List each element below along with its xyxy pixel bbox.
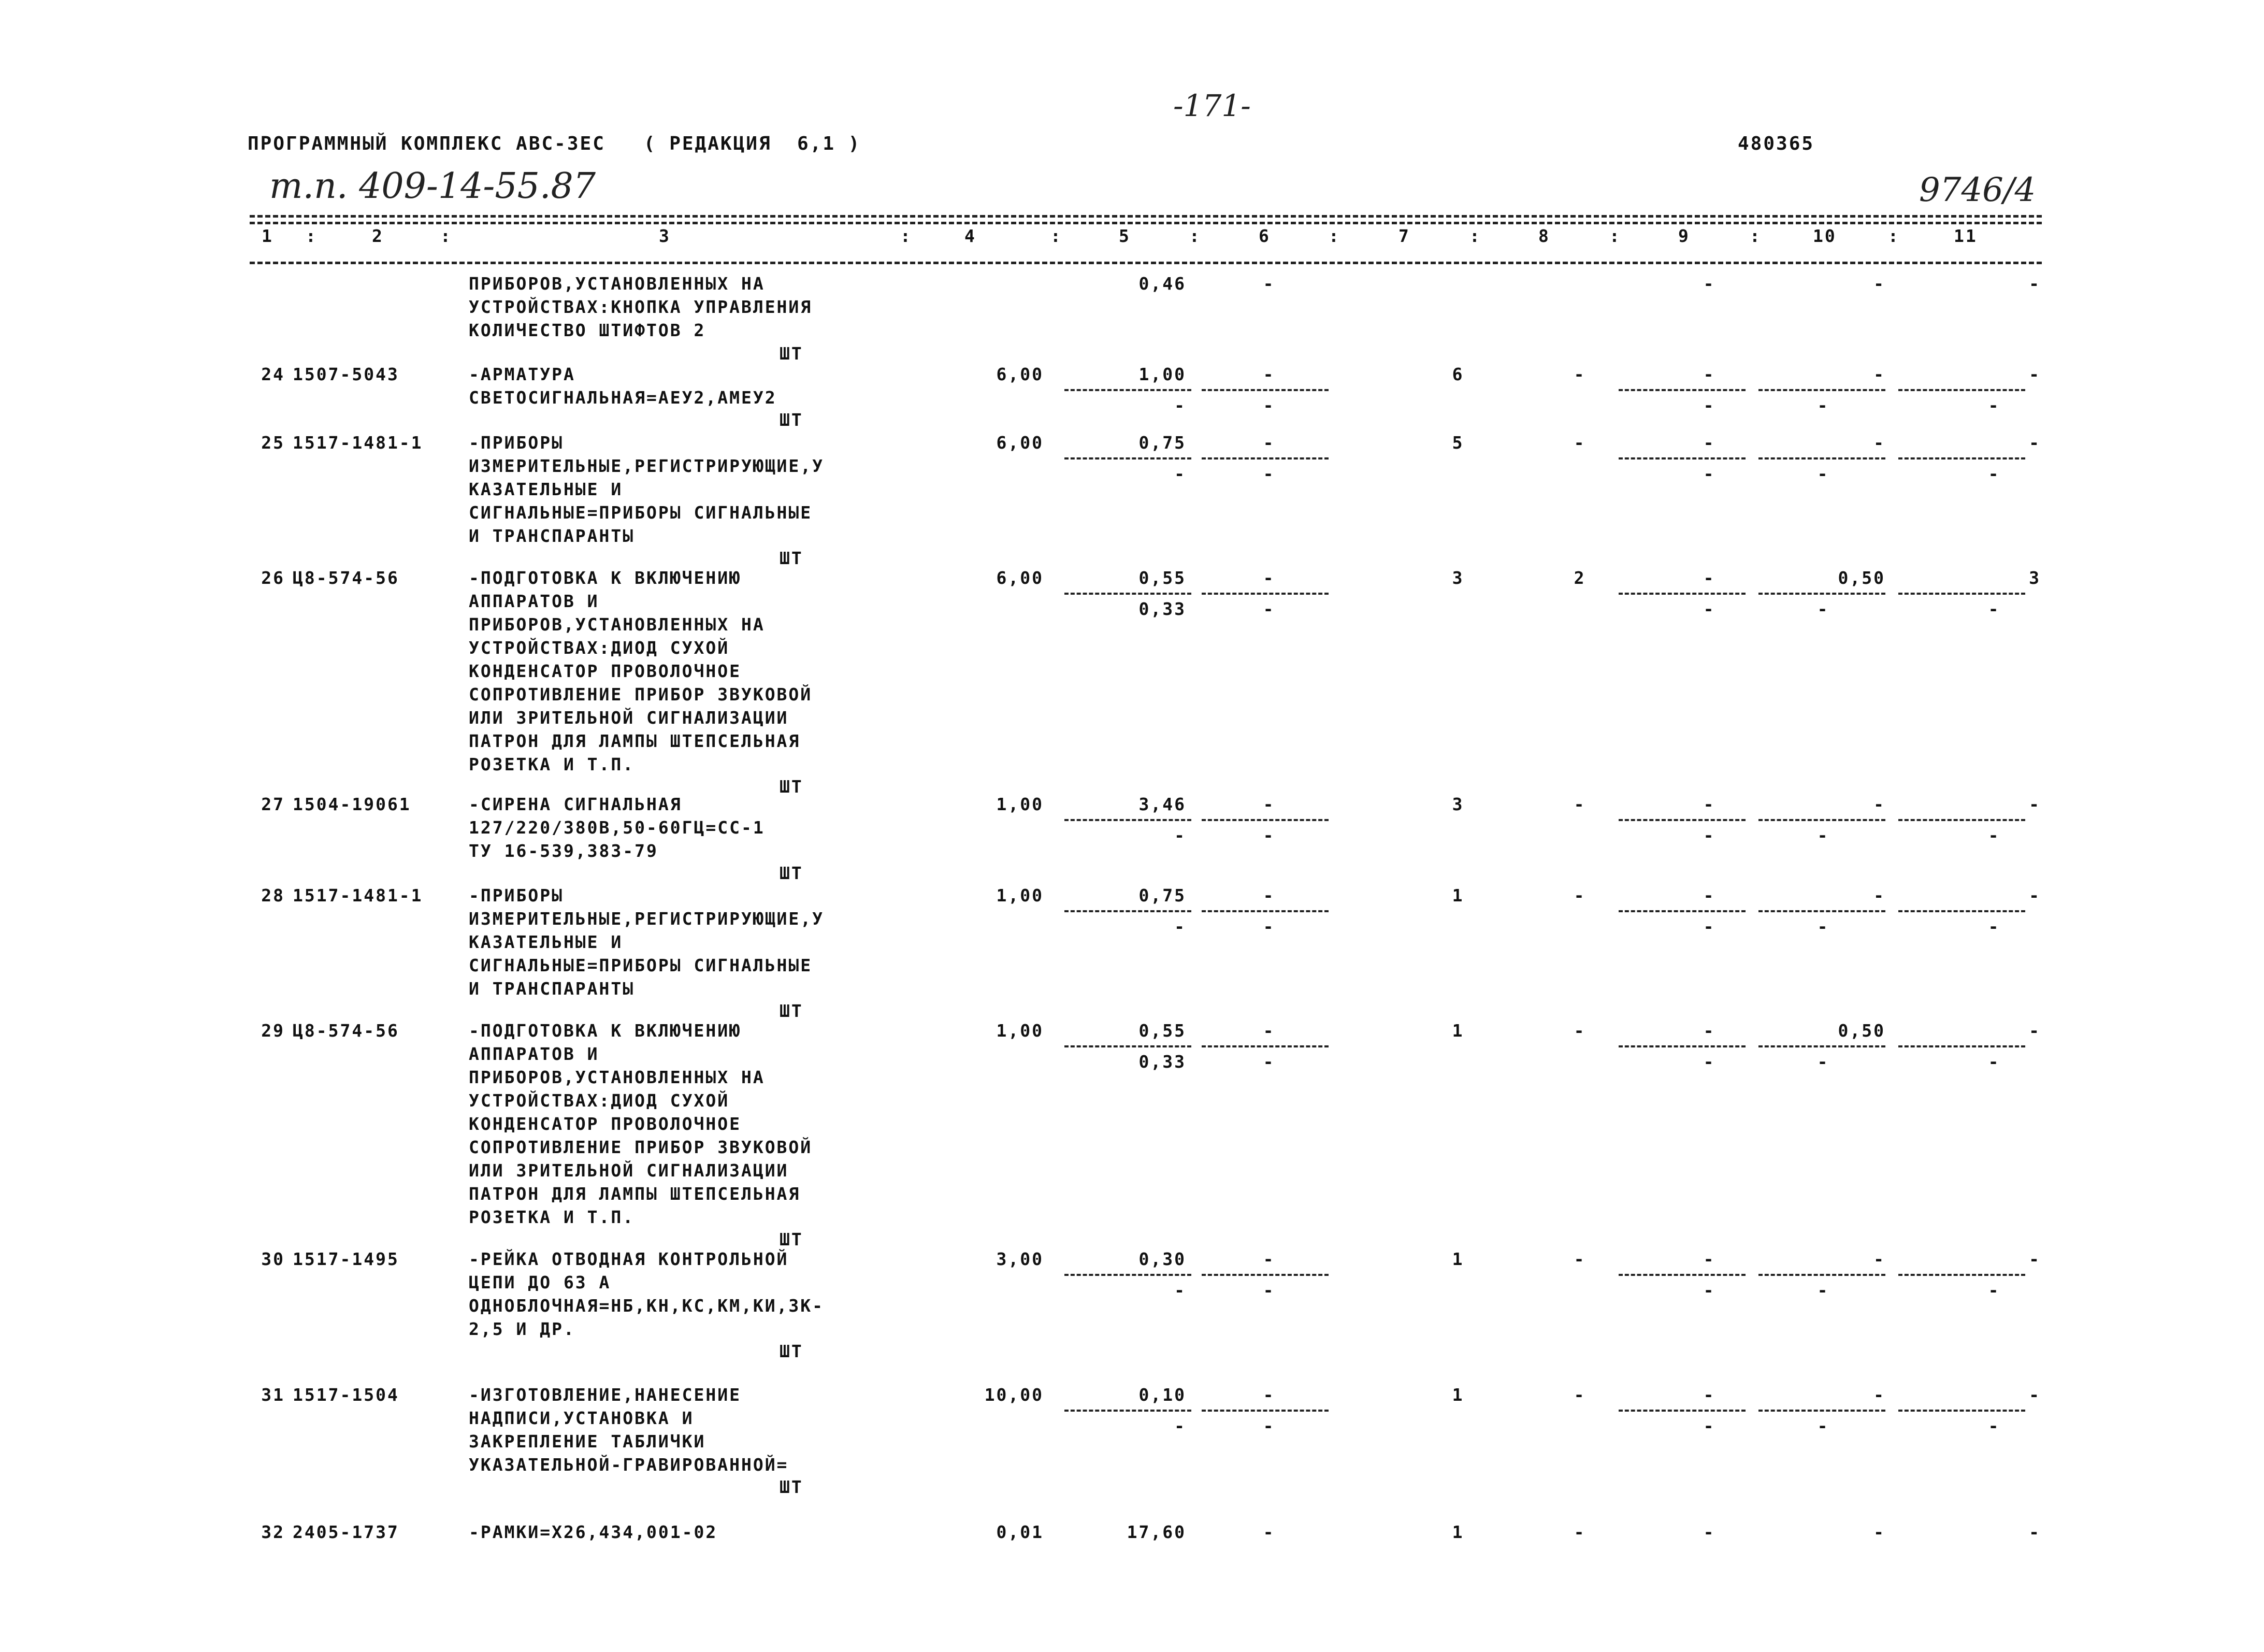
description-line: КАЗАТЕЛЬНЫЕ И — [469, 932, 623, 952]
cell-c9b: - — [1703, 1052, 1715, 1072]
sheet-reference: 9746/4 — [1919, 171, 2036, 209]
subtotal-dash-line — [1619, 1410, 1746, 1412]
cell-no: 30 — [261, 1249, 285, 1269]
item-description — [469, 272, 935, 342]
description-line: ЗАКРЕПЛЕНИЕ ТАБЛИЧКИ — [469, 1431, 706, 1452]
subtotal-dash-line — [1202, 1274, 1329, 1276]
unit-label: ШТ — [780, 1229, 803, 1249]
cell-c9: - — [1703, 1021, 1715, 1041]
unit-label: ШТ — [780, 777, 803, 797]
cell-c10b: - — [1817, 395, 1829, 415]
cell-c6b: - — [1263, 599, 1275, 619]
cell-code: Ц8-574-56 — [293, 568, 399, 588]
unit-label: ШТ — [780, 1477, 803, 1497]
subtotal-dash-line — [1619, 819, 1746, 821]
subtotal-dash-line — [1758, 1410, 1885, 1412]
description-line: ТУ 16-539,383-79 — [469, 841, 658, 861]
subtotal-dash-line — [1898, 910, 2025, 912]
cell-c10b: - — [1817, 825, 1829, 845]
cell-c6: - — [1263, 433, 1275, 453]
cell-code: 2405-1737 — [293, 1522, 399, 1542]
cell-c11: - — [2029, 274, 2041, 294]
cell-c8: 2 — [1574, 568, 1586, 588]
cell-c10b: - — [1817, 916, 1829, 937]
column-header-2: 2 — [372, 226, 384, 246]
description-line: КОНДЕНСАТОР ПРОВОЛОЧНОЕ — [469, 1114, 741, 1134]
subtotal-dash-line — [1064, 1274, 1191, 1276]
cell-c5: 0,55 — [1138, 568, 1186, 588]
subtotal-dash-line — [1202, 910, 1329, 912]
cell-c10b: - — [1817, 1416, 1829, 1436]
subtotal-dash-line — [1064, 1410, 1191, 1412]
description-line: КОНДЕНСАТОР ПРОВОЛОЧНОЕ — [469, 661, 741, 681]
cell-c6: - — [1263, 1249, 1275, 1269]
description-line: СВЕТОСИГНАЛЬНАЯ=АЕУ2,АМЕУ2 — [469, 387, 777, 408]
cell-c6: - — [1263, 794, 1275, 814]
description-line: -ПРИБОРЫ — [469, 433, 564, 453]
item-description — [469, 1520, 935, 1544]
cell-c8: - — [1574, 1522, 1586, 1542]
cell-c8: - — [1574, 1385, 1586, 1405]
description-line: УСТРОЙСТВАХ:КНОПКА УПРАВЛЕНИЯ — [469, 297, 813, 317]
cell-c11: - — [2029, 885, 2041, 906]
subtotal-dash-line — [1758, 457, 1885, 459]
cell-c11b: - — [1988, 464, 2000, 484]
subtotal-dash-line — [1898, 593, 2025, 595]
cell-c11b: - — [1988, 1052, 2000, 1072]
column-separator: : — [1329, 226, 1340, 246]
subtotal-dash-line — [1758, 593, 1885, 595]
description-line: СИГНАЛЬНЫЕ=ПРИБОРЫ СИГНАЛЬНЫЕ — [469, 502, 813, 523]
subtotal-dash-line — [1064, 1045, 1191, 1047]
cell-c11b: - — [1988, 395, 2000, 415]
project-reference: т.п. 409-14-55.87 — [269, 166, 596, 207]
cell-c4: 6,00 — [996, 433, 1044, 453]
description-line: И ТРАНСПАРАНТЫ — [469, 526, 635, 546]
cell-c9b: - — [1703, 464, 1715, 484]
cell-c11: 3 — [2029, 568, 2041, 588]
description-line: УСТРОЙСТВАХ:ДИОД СУХОЙ — [469, 638, 730, 658]
cell-c11: - — [2029, 1385, 2041, 1405]
subtotal-dash-line — [1619, 1274, 1746, 1276]
cell-no: 32 — [261, 1522, 285, 1542]
cell-c7: 3 — [1452, 794, 1464, 814]
cell-c5b: - — [1174, 1416, 1186, 1436]
description-line: ПРИБОРОВ,УСТАНОВЛЕННЫХ НА — [469, 274, 765, 294]
cell-c5: 0,75 — [1138, 433, 1186, 453]
cell-no: 25 — [261, 433, 285, 453]
cell-c6b: - — [1263, 1052, 1275, 1072]
cell-c7: 5 — [1452, 433, 1464, 453]
description-line: НАДПИСИ,УСТАНОВКА И — [469, 1408, 694, 1428]
cell-code: 1507-5043 — [293, 364, 399, 384]
item-description — [469, 431, 935, 548]
column-header-4: 4 — [964, 226, 976, 246]
description-line: -ИЗГОТОВЛЕНИЕ,НАНЕСЕНИЕ — [469, 1385, 741, 1405]
column-header-10: 10 — [1813, 226, 1837, 246]
column-header-8: 8 — [1538, 226, 1550, 246]
column-separator: : — [1888, 226, 1900, 246]
description-line: ИЛИ ЗРИТЕЛЬНОЙ СИГНАЛИЗАЦИИ — [469, 1160, 789, 1181]
cell-c5b: - — [1174, 464, 1186, 484]
column-separator: : — [1609, 226, 1621, 246]
cell-c6: - — [1263, 1522, 1275, 1542]
cell-c7: 1 — [1452, 1522, 1464, 1542]
description-line: КАЗАТЕЛЬНЫЕ И — [469, 479, 623, 499]
cell-c6: - — [1263, 1385, 1275, 1405]
subtotal-dash-line — [1898, 819, 2025, 821]
description-line: ПАТРОН ДЛЯ ЛАМПЫ ШТЕПСЕЛЬНАЯ — [469, 1184, 801, 1204]
column-header-5: 5 — [1119, 226, 1131, 246]
cell-c10: - — [1873, 794, 1885, 814]
cell-c5: 1,00 — [1138, 364, 1186, 384]
cell-c11: - — [2029, 364, 2041, 384]
item-description — [469, 363, 935, 409]
cell-c9b: - — [1703, 825, 1715, 845]
cell-c5b: - — [1174, 825, 1186, 845]
cell-c9b: - — [1703, 599, 1715, 619]
cell-code: Ц8-574-56 — [293, 1021, 399, 1041]
cell-c10b: - — [1817, 599, 1829, 619]
column-separator: : — [1189, 226, 1201, 246]
unit-label: ШТ — [780, 548, 803, 568]
cell-c11: - — [2029, 1522, 2041, 1542]
cell-c9: - — [1703, 794, 1715, 814]
description-line: РОЗЕТКА И Т.П. — [469, 754, 635, 774]
description-line: 127/220/380В,50-60ГЦ=СС-1 — [469, 817, 765, 838]
cell-c9: - — [1703, 364, 1715, 384]
cell-no: 26 — [261, 568, 285, 588]
cell-c4: 1,00 — [996, 885, 1044, 906]
subtotal-dash-line — [1898, 457, 2025, 459]
description-line: АППАРАТОВ И — [469, 591, 599, 611]
cell-c8: - — [1574, 364, 1586, 384]
cell-c10: - — [1873, 433, 1885, 453]
description-line: ОДНОБЛОЧНАЯ=НБ,КН,КС,КМ,КИ,ЗК- — [469, 1296, 825, 1316]
subtotal-dash-line — [1064, 389, 1191, 391]
cell-c11b: - — [1988, 916, 2000, 937]
cell-c10: - — [1873, 1385, 1885, 1405]
description-line: ПРИБОРОВ,УСТАНОВЛЕННЫХ НА — [469, 1067, 765, 1087]
cell-c5b: - — [1174, 916, 1186, 937]
description-line: -АРМАТУРА — [469, 364, 575, 384]
program-header: ПРОГРАММНЫЙ КОМПЛЕКС АВС-3ЕС ( РЕДАКЦИЯ 6,1 ) — [248, 133, 861, 154]
subtotal-dash-line — [1758, 910, 1885, 912]
cell-c11b: - — [1988, 599, 2000, 619]
cell-no: 24 — [261, 364, 285, 384]
column-separator: : — [1469, 226, 1481, 246]
subtotal-dash-line — [1619, 1045, 1746, 1047]
cell-c5: 3,46 — [1138, 794, 1186, 814]
cell-c7: 6 — [1452, 364, 1464, 384]
cell-c6: - — [1263, 274, 1275, 294]
description-line: -ПОДГОТОВКА К ВКЛЮЧЕНИЮ — [469, 568, 741, 588]
cell-c4: 6,00 — [996, 364, 1044, 384]
cell-c8: - — [1574, 794, 1586, 814]
description-line: -РАМКИ=Х26,434,001-02 — [469, 1522, 718, 1542]
description-line: И ТРАНСПАРАНТЫ — [469, 979, 635, 999]
cell-code: 1517-1481-1 — [293, 433, 423, 453]
cell-c10: - — [1873, 885, 1885, 906]
cell-c10: - — [1873, 274, 1885, 294]
description-line: ЦЕПИ ДО 63 А — [469, 1272, 611, 1292]
cell-c11b: - — [1988, 1416, 2000, 1436]
cell-c5b: 0,33 — [1138, 599, 1186, 619]
cell-c9: - — [1703, 885, 1715, 906]
cell-c9b: - — [1703, 1416, 1715, 1436]
page-number-mark: -171- — [1173, 88, 1251, 123]
document-code: 480365 — [1738, 133, 1815, 154]
unit-label: ШТ — [780, 343, 803, 364]
description-line: -ПРИБОРЫ — [469, 885, 564, 906]
item-description — [469, 1019, 935, 1229]
description-line: УКАЗАТЕЛЬНОЙ-ГРАВИРОВАННОЙ= — [469, 1455, 789, 1475]
cell-c6b: - — [1263, 916, 1275, 937]
cell-code: 1517-1495 — [293, 1249, 399, 1269]
cell-c10b: - — [1817, 464, 1829, 484]
cell-c10: - — [1873, 1249, 1885, 1269]
description-line: ПРИБОРОВ,УСТАНОВЛЕННЫХ НА — [469, 614, 765, 635]
subtotal-dash-line — [1064, 910, 1191, 912]
cell-c6: - — [1263, 364, 1275, 384]
subtotal-dash-line — [1758, 819, 1885, 821]
cell-c11b: - — [1988, 825, 2000, 845]
cell-c8: - — [1574, 1021, 1586, 1041]
column-header-6: 6 — [1259, 226, 1271, 246]
cell-c10: - — [1873, 1522, 1885, 1542]
description-line: ИЗМЕРИТЕЛЬНЫЕ,РЕГИСТРИРУЮЩИЕ,У — [469, 909, 825, 929]
cell-c7: 3 — [1452, 568, 1464, 588]
description-line: СИГНАЛЬНЫЕ=ПРИБОРЫ СИГНАЛЬНЫЕ — [469, 955, 813, 975]
cell-c10: 0,50 — [1838, 568, 1885, 588]
cell-c5: 0,46 — [1138, 274, 1186, 294]
item-description — [469, 1247, 935, 1341]
description-line: -ПОДГОТОВКА К ВКЛЮЧЕНИЮ — [469, 1021, 741, 1041]
cell-c9: - — [1703, 1522, 1715, 1542]
cell-code: 1517-1481-1 — [293, 885, 423, 906]
subtotal-dash-line — [1202, 593, 1329, 595]
cell-c6b: - — [1263, 395, 1275, 415]
cell-c11b: - — [1988, 1280, 2000, 1300]
cell-c4: 1,00 — [996, 794, 1044, 814]
subtotal-dash-line — [1064, 819, 1191, 821]
cell-c4: 1,00 — [996, 1021, 1044, 1041]
cell-c6: - — [1263, 885, 1275, 906]
cell-c10: 0,50 — [1838, 1021, 1885, 1041]
column-header-1: 1 — [262, 226, 273, 246]
subtotal-dash-line — [1619, 910, 1746, 912]
subtotal-dash-line — [1202, 457, 1329, 459]
subtotal-dash-line — [1758, 1045, 1885, 1047]
subtotal-dash-line — [1619, 593, 1746, 595]
cell-c5: 0,55 — [1138, 1021, 1186, 1041]
description-line: ИЛИ ЗРИТЕЛЬНОЙ СИГНАЛИЗАЦИИ — [469, 708, 789, 728]
cell-c9: - — [1703, 1385, 1715, 1405]
cell-c6b: - — [1263, 464, 1275, 484]
subtotal-dash-line — [1202, 1410, 1329, 1412]
cell-c9b: - — [1703, 916, 1715, 937]
cell-c9: - — [1703, 433, 1715, 453]
cell-c10b: - — [1817, 1280, 1829, 1300]
description-line: -СИРЕНА СИГНАЛЬНАЯ — [469, 794, 682, 814]
column-header-9: 9 — [1678, 226, 1690, 246]
cell-c11: - — [2029, 433, 2041, 453]
subtotal-dash-line — [1758, 1274, 1885, 1276]
subtotal-dash-line — [1619, 457, 1746, 459]
cell-c11: - — [2029, 794, 2041, 814]
item-description — [469, 1383, 935, 1476]
cell-c8: - — [1574, 885, 1586, 906]
subtotal-dash-line — [1758, 389, 1885, 391]
unit-label: ШТ — [780, 1341, 803, 1361]
column-separator: : — [1050, 226, 1062, 246]
cell-c10: - — [1873, 364, 1885, 384]
description-line: СОПРОТИВЛЕНИЕ ПРИБОР ЗВУКОВОЙ — [469, 684, 813, 705]
description-line: КОЛИЧЕСТВО ШТИФТОВ 2 — [469, 320, 706, 340]
subtotal-dash-line — [1202, 389, 1329, 391]
cell-c6: - — [1263, 568, 1275, 588]
cell-c9b: - — [1703, 395, 1715, 415]
cell-c4: 10,00 — [984, 1385, 1044, 1405]
column-separator: : — [900, 226, 912, 246]
cell-c5b: - — [1174, 395, 1186, 415]
description-line: ПАТРОН ДЛЯ ЛАМПЫ ШТЕПСЕЛЬНАЯ — [469, 731, 801, 751]
cell-c9: - — [1703, 274, 1715, 294]
cell-no: 31 — [261, 1385, 285, 1405]
unit-label: ШТ — [780, 410, 803, 430]
column-header-7: 7 — [1398, 226, 1410, 246]
cell-c7: 1 — [1452, 1385, 1464, 1405]
cell-c8: - — [1574, 1249, 1586, 1269]
column-separator: : — [1750, 226, 1762, 246]
subtotal-dash-line — [1064, 593, 1191, 595]
cell-c9: - — [1703, 1249, 1715, 1269]
column-separator: : — [440, 226, 452, 246]
unit-label: ШТ — [780, 1001, 803, 1021]
cell-c4: 6,00 — [996, 568, 1044, 588]
subtotal-dash-line — [1898, 1045, 2025, 1047]
cell-c6b: - — [1263, 1416, 1275, 1436]
description-line: РОЗЕТКА И Т.П. — [469, 1207, 635, 1227]
cell-c7: 1 — [1452, 1021, 1464, 1041]
cell-c5: 0,10 — [1138, 1385, 1186, 1405]
subtotal-dash-line — [1619, 389, 1746, 391]
cell-c11: - — [2029, 1021, 2041, 1041]
subtotal-dash-line — [1202, 1045, 1329, 1047]
column-header-11: 11 — [1954, 226, 1978, 246]
cell-c4: 3,00 — [996, 1249, 1044, 1269]
description-line: АППАРАТОВ И — [469, 1044, 599, 1064]
subtotal-dash-line — [1898, 1410, 2025, 1412]
cell-c6b: - — [1263, 825, 1275, 845]
item-description — [469, 884, 935, 1000]
cell-c5: 17,60 — [1127, 1522, 1186, 1542]
cell-c6: - — [1263, 1021, 1275, 1041]
description-line: ИЗМЕРИТЕЛЬНЫЕ,РЕГИСТРИРУЮЩИЕ,У — [469, 456, 825, 476]
cell-c7: 1 — [1452, 885, 1464, 906]
cell-c5b: 0,33 — [1138, 1052, 1186, 1072]
cell-code: 1504-19061 — [293, 794, 411, 814]
description-line: -РЕЙКА ОТВОДНАЯ КОНТРОЛЬНОЙ — [469, 1249, 789, 1269]
cell-c6b: - — [1263, 1280, 1275, 1300]
item-description — [469, 793, 935, 863]
cell-c5: 0,75 — [1138, 885, 1186, 906]
cell-no: 29 — [261, 1021, 285, 1041]
cell-c5: 0,30 — [1138, 1249, 1186, 1269]
cell-c8: - — [1574, 433, 1586, 453]
unit-label: ШТ — [780, 863, 803, 883]
subtotal-dash-line — [1898, 389, 2025, 391]
column-header-3: 3 — [659, 226, 671, 246]
cell-c11: - — [2029, 1249, 2041, 1269]
cell-c4: 0,01 — [996, 1522, 1044, 1542]
cell-c7: 1 — [1452, 1249, 1464, 1269]
column-separator: : — [306, 226, 318, 246]
subtotal-dash-line — [1898, 1274, 2025, 1276]
subtotal-dash-line — [1202, 819, 1329, 821]
cell-no: 28 — [261, 885, 285, 906]
cell-c9b: - — [1703, 1280, 1715, 1300]
cell-c5b: - — [1174, 1280, 1186, 1300]
subtotal-dash-line — [1064, 457, 1191, 459]
cell-no: 27 — [261, 794, 285, 814]
item-description — [469, 566, 935, 776]
description-line: 2,5 И ДР. — [469, 1319, 575, 1339]
description-line: СОПРОТИВЛЕНИЕ ПРИБОР ЗВУКОВОЙ — [469, 1137, 813, 1157]
cell-c10b: - — [1817, 1052, 1829, 1072]
description-line: УСТРОЙСТВАХ:ДИОД СУХОЙ — [469, 1090, 730, 1111]
cell-c9: - — [1703, 568, 1715, 588]
cell-code: 1517-1504 — [293, 1385, 399, 1405]
